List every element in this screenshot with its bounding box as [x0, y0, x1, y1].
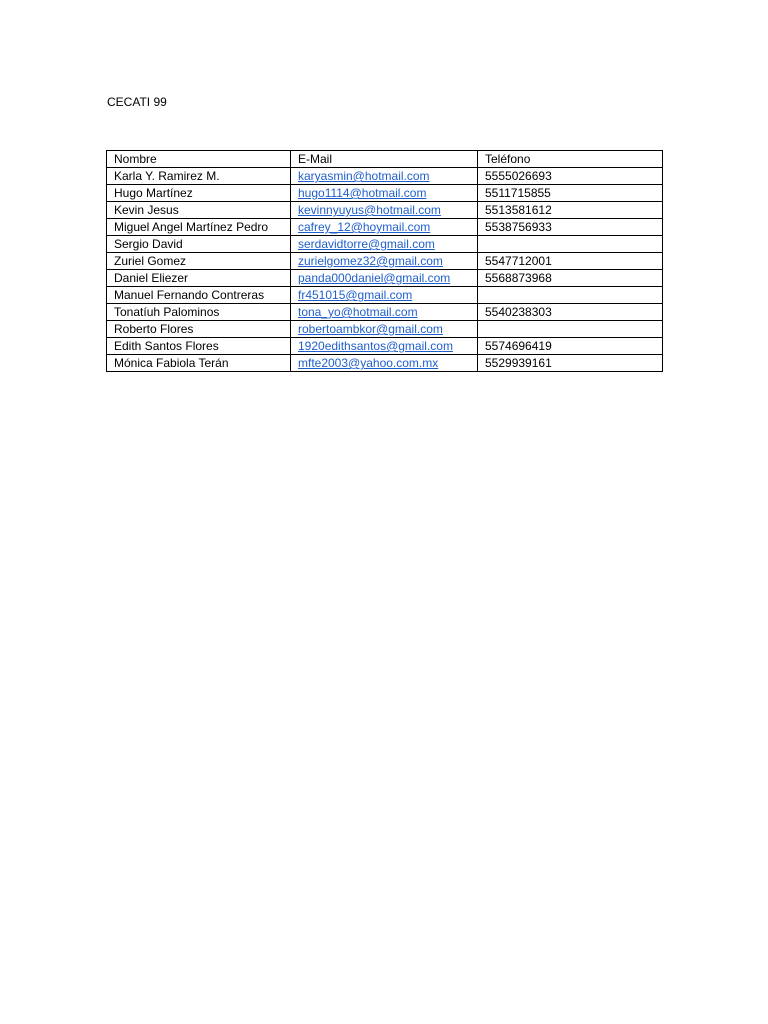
cell-phone: 5568873968: [478, 270, 663, 287]
cell-email: [291, 304, 478, 321]
cell-phone: 5555026693: [478, 168, 663, 185]
cell-email: [291, 236, 478, 253]
email-link[interactable]: mfte2003@yahoo.com.mx: [298, 356, 439, 370]
table-row: [107, 202, 663, 219]
header-email: E-Mail: [291, 151, 478, 168]
table-row: [107, 338, 663, 355]
cell-name: Miguel Angel Martínez Pedro: [107, 219, 291, 236]
cell-name: Tonatíuh Palominos: [107, 304, 291, 321]
cell-email: [291, 287, 478, 304]
email-link[interactable]: fr451015@gmail.com: [298, 288, 413, 302]
table-row: [107, 287, 663, 304]
email-link[interactable]: karyasmin@hotmail.com: [298, 169, 430, 183]
contacts-table: [106, 150, 663, 372]
cell-phone: 5511715855: [478, 185, 663, 202]
cell-email: [291, 219, 478, 236]
cell-name: Zuriel Gomez: [107, 253, 291, 270]
email-link[interactable]: hugo1114@hotmail.com: [298, 186, 427, 200]
table-row: [107, 236, 663, 253]
table-row: [107, 270, 663, 287]
cell-email: [291, 321, 478, 338]
table-row: [107, 253, 663, 270]
cell-phone: 5513581612: [478, 202, 663, 219]
email-link[interactable]: panda000daniel@gmail.com: [298, 271, 451, 285]
document-title: CECATI 99: [107, 95, 167, 109]
cell-name: Kevin Jesus: [107, 202, 291, 219]
email-link[interactable]: kevinnyuyus@hotmail.com: [298, 203, 441, 217]
cell-email: [291, 338, 478, 355]
cell-email: [291, 253, 478, 270]
table-row: [107, 321, 663, 338]
cell-email: [291, 270, 478, 287]
email-link[interactable]: 1920edithsantos@gmail.com: [298, 339, 453, 353]
table-row: [107, 355, 663, 372]
cell-email: [291, 168, 478, 185]
email-link[interactable]: robertoambkor@gmail.com: [298, 322, 443, 336]
cell-name: Manuel Fernando Contreras: [107, 287, 291, 304]
cell-name: Edith Santos Flores: [107, 338, 291, 355]
cell-name: Karla Y. Ramirez M.: [107, 168, 291, 185]
header-nombre: Nombre: [107, 151, 291, 168]
table-row: [107, 168, 663, 185]
header-telefono: Teléfono: [478, 151, 663, 168]
cell-email: [291, 355, 478, 372]
table-row: [107, 185, 663, 202]
table-header-row: [107, 151, 663, 168]
cell-name: Mónica Fabiola Terán: [107, 355, 291, 372]
email-link[interactable]: tona_yo@hotmail.com: [298, 305, 418, 319]
email-link[interactable]: cafrey_12@hoymail.com: [298, 220, 431, 234]
cell-name: Hugo Martínez: [107, 185, 291, 202]
email-link[interactable]: zurielgomez32@gmail.com: [298, 254, 443, 268]
cell-phone: 5538756933: [478, 219, 663, 236]
cell-phone: [478, 287, 663, 304]
cell-phone: [478, 321, 663, 338]
cell-phone: 5547712001: [478, 253, 663, 270]
cell-phone: 5540238303: [478, 304, 663, 321]
email-link[interactable]: serdavidtorre@gmail.com: [298, 237, 435, 251]
cell-name: Daniel Eliezer: [107, 270, 291, 287]
cell-email: [291, 202, 478, 219]
cell-phone: 5574696419: [478, 338, 663, 355]
cell-phone: 5529939161: [478, 355, 663, 372]
cell-phone: [478, 236, 663, 253]
cell-email: [291, 185, 478, 202]
table-row: [107, 219, 663, 236]
table-row: [107, 304, 663, 321]
cell-name: Roberto Flores: [107, 321, 291, 338]
cell-name: Sergio David: [107, 236, 291, 253]
